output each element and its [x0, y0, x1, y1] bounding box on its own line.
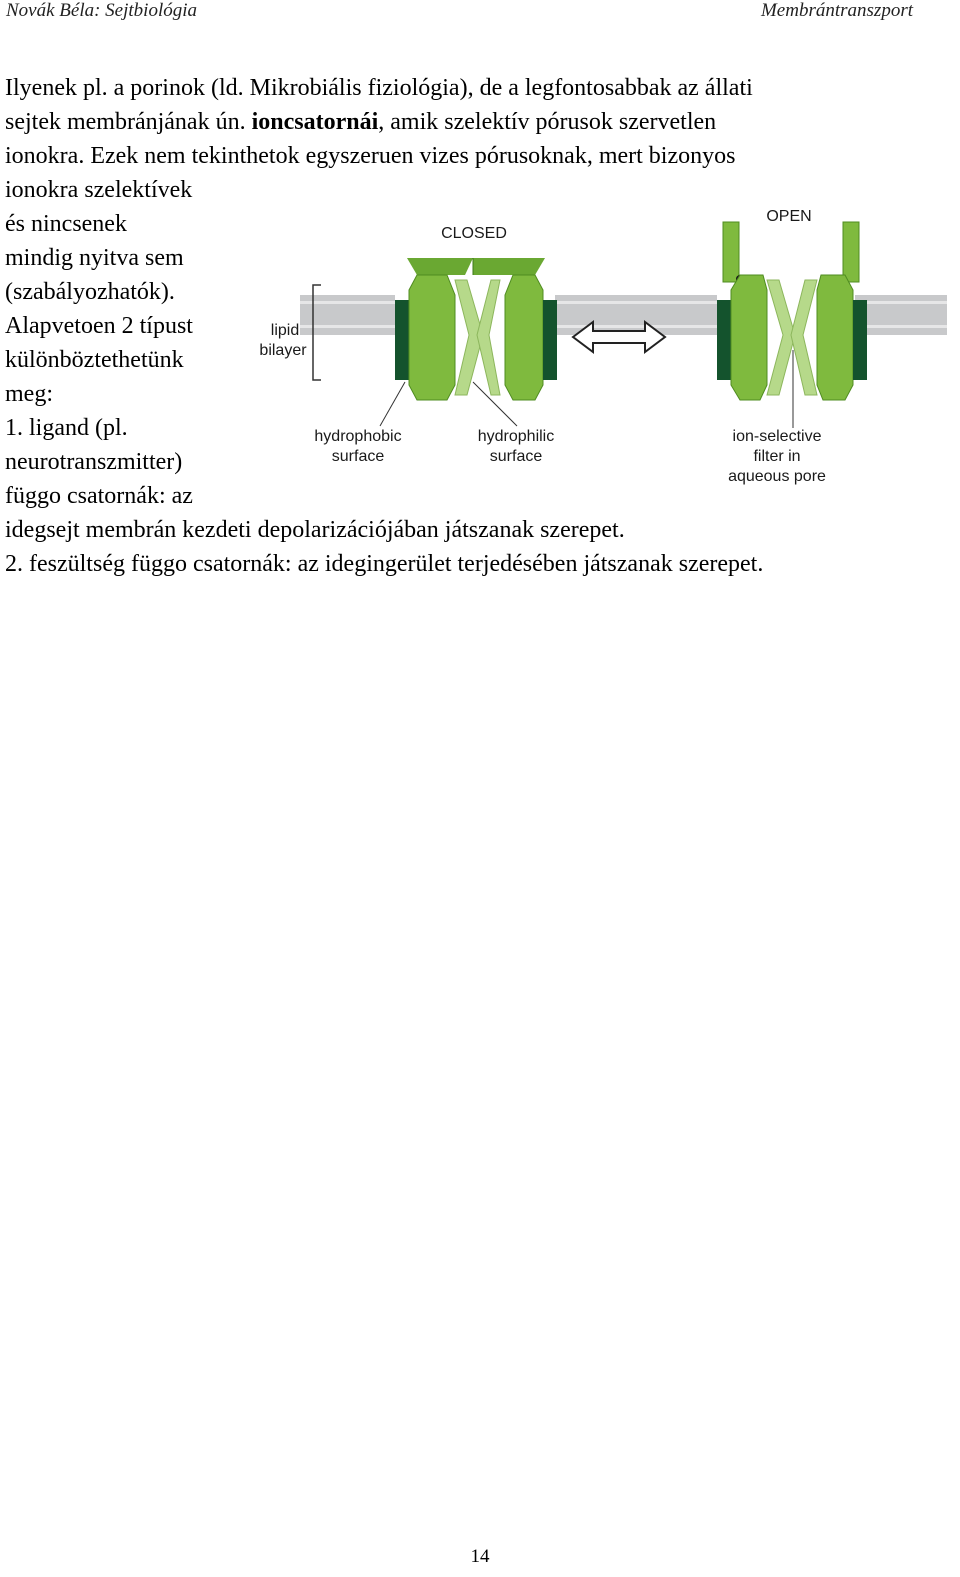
hydrophobic-band-open-right — [853, 300, 867, 380]
closed-label: CLOSED — [441, 225, 507, 242]
open-channel — [717, 222, 867, 400]
closed-gate-right — [473, 258, 545, 275]
membrane-highlight — [300, 301, 395, 304]
text-segment: , amik szelektív pórusok szervetlen — [378, 109, 717, 135]
hydrophobic-pointer — [380, 382, 405, 426]
term-ion-channels: ioncsatornái — [251, 109, 379, 135]
paragraph-line: ionokra szelektívek — [5, 177, 193, 203]
open-gate-right — [843, 222, 859, 282]
paragraph-line: meg: — [5, 381, 53, 407]
paragraph-line: (szabályozhatók). — [5, 279, 175, 305]
page-header — [0, 0, 960, 24]
aqueous-pore-label: aqueous pore — [728, 468, 826, 485]
ion-channel-diagram — [255, 200, 955, 495]
open-pore-lining-right — [791, 280, 817, 395]
hydrophobic-label: hydrophobic — [314, 428, 402, 445]
open-label: OPEN — [766, 208, 812, 225]
filter-in-label: filter in — [753, 448, 801, 465]
paragraph-line: neurotranszmitter) — [5, 449, 183, 475]
paragraph-line: és nincsenek — [5, 211, 127, 237]
hydrophobic-band-left — [395, 300, 409, 380]
page-number: 14 — [470, 1546, 490, 1567]
open-subunit-left — [731, 275, 767, 400]
open-gate-left — [723, 222, 739, 282]
paragraph-line: 1. ligand (pl. — [5, 415, 128, 441]
paragraph-line: mindig nyitva sem — [5, 245, 184, 271]
hydrophobic-band-right — [543, 300, 557, 380]
paragraph-line: különböztethetünk — [5, 347, 184, 373]
open-pore-lining-left — [767, 280, 795, 395]
hydrophilic-surface-label: surface — [489, 448, 543, 465]
ion-channel-figure — [255, 200, 955, 495]
paragraph-line: függo csatornák: az — [5, 483, 193, 509]
header-chapter: Membrántranszport — [760, 0, 913, 21]
hydrophobic-band-open-left — [717, 300, 731, 380]
header-author-title: Novák Béla: Sejtbiológia — [6, 0, 198, 21]
paragraph-line — [5, 108, 716, 136]
closed-channel — [395, 258, 557, 400]
membrane-highlight — [555, 325, 717, 328]
closed-subunit-left — [409, 275, 455, 400]
ion-selective-label: ion-selective — [732, 428, 822, 445]
membrane-highlight — [300, 325, 395, 328]
hydrophilic-label: hydrophilic — [477, 428, 555, 445]
paragraph-line: 2. feszültség függo csatornák: az idegingerület terjedésében játszanak szerepet. — [5, 551, 764, 577]
lipid-label: lipid — [270, 322, 300, 339]
bilayer-label: bilayer — [259, 342, 307, 359]
open-subunit-right — [817, 275, 853, 400]
membrane-highlight — [855, 301, 947, 304]
closed-subunit-right — [505, 275, 543, 400]
paragraph-line: idegsejt membrán kezdeti depolarizációjában játszanak szerepet. — [5, 517, 625, 543]
paragraph-line: Ilyenek pl. a porinok (ld. Mikrobiális fiziológia), de a legfontosabbak az állati — [5, 75, 753, 101]
membrane-highlight — [855, 325, 947, 328]
paragraph-line: ionokra. Ezek nem tekinthetok egyszeruen vizes pórusoknak, mert bizonyos — [5, 143, 736, 169]
closed-pore-lining-right — [477, 280, 500, 395]
text-segment: sejtek membránjának ún. — [5, 109, 252, 135]
closed-gate-left — [407, 258, 473, 275]
paragraph-line: Alapvetoen 2 típust — [5, 313, 193, 339]
membrane-highlight — [555, 301, 717, 304]
hydrophobic-surface-label: surface — [331, 448, 385, 465]
